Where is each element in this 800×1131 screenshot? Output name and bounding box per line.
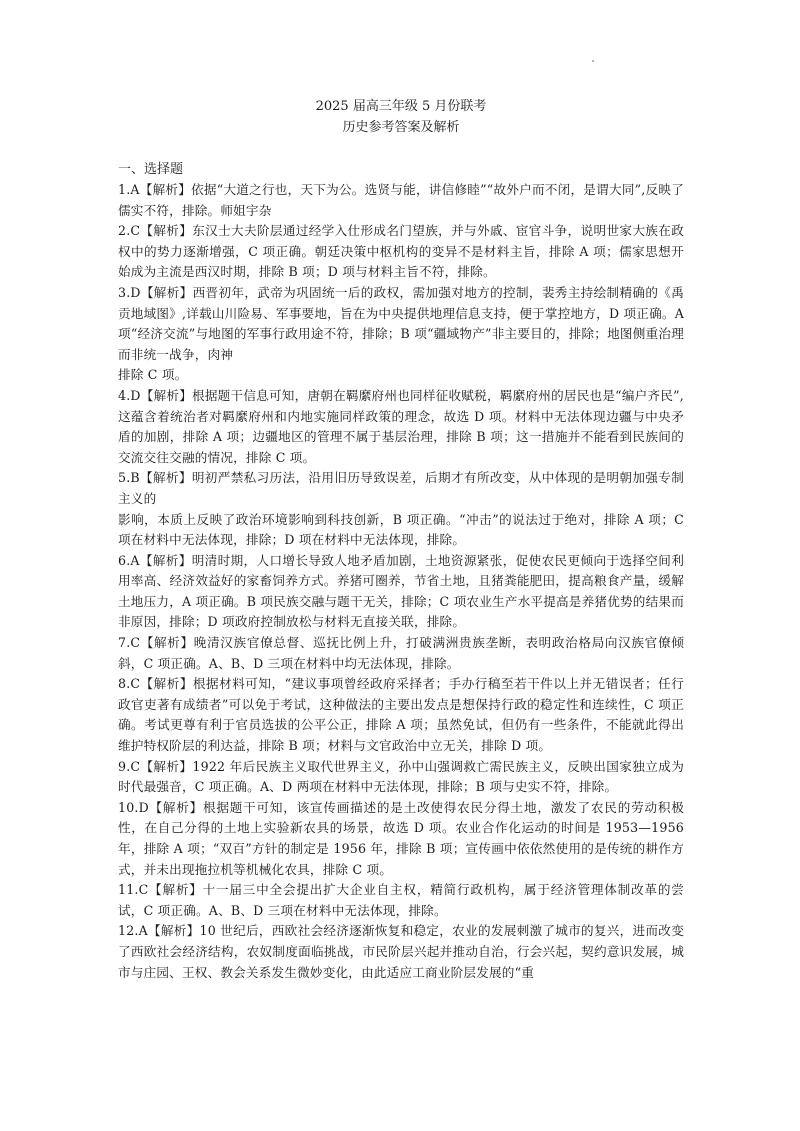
page-mark [592,60,594,62]
answer-item-3: 3.D【解析】西晋初年，武帝为巩固统一后的政权，需加强对地方的控制，裴秀主持绘制精确的《禹贡地域图》,详载山川险易、军事要地，旨在为中央提供地理信息支持，便于掌控地方，D 项正确。A 项“经济交流”与地图的军事行政用途不符，排除；B 项“疆域物产”非主要目的，排除；地图侧重治理而非统一战争，肉神 [118,284,684,362]
answer-item-7: 7.C【解析】晚清汉族官僚总督、巡抚比例上升，打破满洲贵族垄断，表明政治格局向汉族官僚倾斜，C 项正确。A、B、D 三项在材料中均无法体现，排除。 [118,635,684,671]
answer-item-5-continuation: 影响，本质上反映了政治环境影响到科技创新，B 项正确。“冲击”的说法过于绝对，排除 A 项；C 项在材料中无法体现，排除；D 项在材料中无法体现，排除。 [118,511,684,548]
answer-item-5: 5.B【解析】明初严禁私习历法，沿用旧历导致误差，后期才有所改变，从中体现的是明朝加强专制主义的 [118,470,684,506]
answer-item-2: 2.C【解析】东汉士大夫阶层通过经学入仕形成名门望族，并与外戚、宦官斗争，说明世家大族在政权中的势力逐渐增强，C 项正确。朝廷决策中枢机构的变异不是材料主旨，排除 A 项；儒家思想开始成为主流是西汉时期，排除 B 项；D 项与材料主旨不符，排除。 [118,223,684,280]
answer-item-11: 11.C【解析】十一届三中全会提出扩大企业自主权，精简行政机构，属于经济管理体制改革的尝试，C 项正确。A、B、D 三项在材料中无法体现，排除。 [118,882,684,918]
answer-item-9: 9.C【解析】1922 年后民族主义取代世界主义，孙中山强调救亡需民族主义，反映出国家独立成为时代最强音，C 项正确。A、D 两项在材料中无法体现，排除；B 项与史实不符，排除。 [118,758,684,795]
section-heading: 一、选择题 [118,162,184,177]
document-header [118,96,684,138]
answer-list [118,180,684,983]
answer-item-4: 4.D【解析】根据题干信息可知，唐朝在羁縻府州也同样征收赋税，羁縻府州的居民也是“编户齐民”,这蕴含着统治者对羁縻府州和内地实施同样政策的理念，故选 D 项。材料中无法体现边疆与中央矛盾的加剧，排除 A 项；边疆地区的管理不属于基层治理，排除 B 项；这一措施并不能看到民族间的交流交往交融的情况，排除 C 项。 [118,387,684,465]
answer-item-12: 12.A【解析】10 世纪后，西欧社会经济逐渐恢复和稳定，农业的发展刺激了城市的复兴，进而改变了西欧社会经济结构，农奴制度面临挑战，市民阶层兴起并推动自治，行会兴起，契约意识发展，城市与庄园、王权、教会关系发生微妙变化，由此适应工商业阶层发展的“重 [118,923,684,980]
answer-item-3-continuation: 排除 C 项。 [118,367,188,383]
exam-title: 2025 届高三年级 5 月份联考 [315,99,487,114]
document-subtitle: 历史参考答案及解析 [342,120,460,135]
answer-item-1: 1.A【解析】依据“大道之行也，天下为公。选贤与能，讲信修睦”“故外户而不闭，是谓大同”,反映了儒实不符，排除。师姐宇杂 [118,182,684,218]
answer-item-6: 6.A【解析】明清时期，人口增长导致人地矛盾加剧，土地资源紧张，促使农民更倾向于选择空间利用率高、经济效益好的家畜饲养方式。养猪可圈养，节省土地，且猪粪能肥田，提高粮食产量，缓解土地压力，A 项正确。B 项民族交融与题干无关，排除；C 项农业生产水平提高是养猪优势的结果而非原因，排除；D 项政府控制放松与材料无直接关联，排除。 [118,552,684,630]
document-page [118,96,684,983]
answer-item-8: 8.C【解析】根据材料可知，“建议事项曾经政府采择者；手办行稿至若干件以上并无错误者；任行政官吏著有成绩者”可以免于考试，这种做法的主要出发点是想保持行政的稳定性和连续性，C 项正确。考试更尊有利于官员选拔的公平公正，排除 A 项；虽然免试，但仍有一些条件，不能就此得出维护特权阶层的利达益，排除 B 项；材料与文官政治中立无关，排除 D 项。 [118,676,684,754]
answer-item-10: 10.D【解析】根据题干可知，该宣传画描述的是土改使得农民分得土地，激发了农民的劳动积极性，在自己分得的土地上实验新农具的场景，故选 D 项。农业合作化运动的时间是 1953—1956 年，排除 A 项；“双百”方针的制定是 1956 年，排除 B 项；宣传画中依依然使用的是传统的耕作方式，并未出现拖拉机等机械化农具，排除 C 项。 [118,799,684,877]
